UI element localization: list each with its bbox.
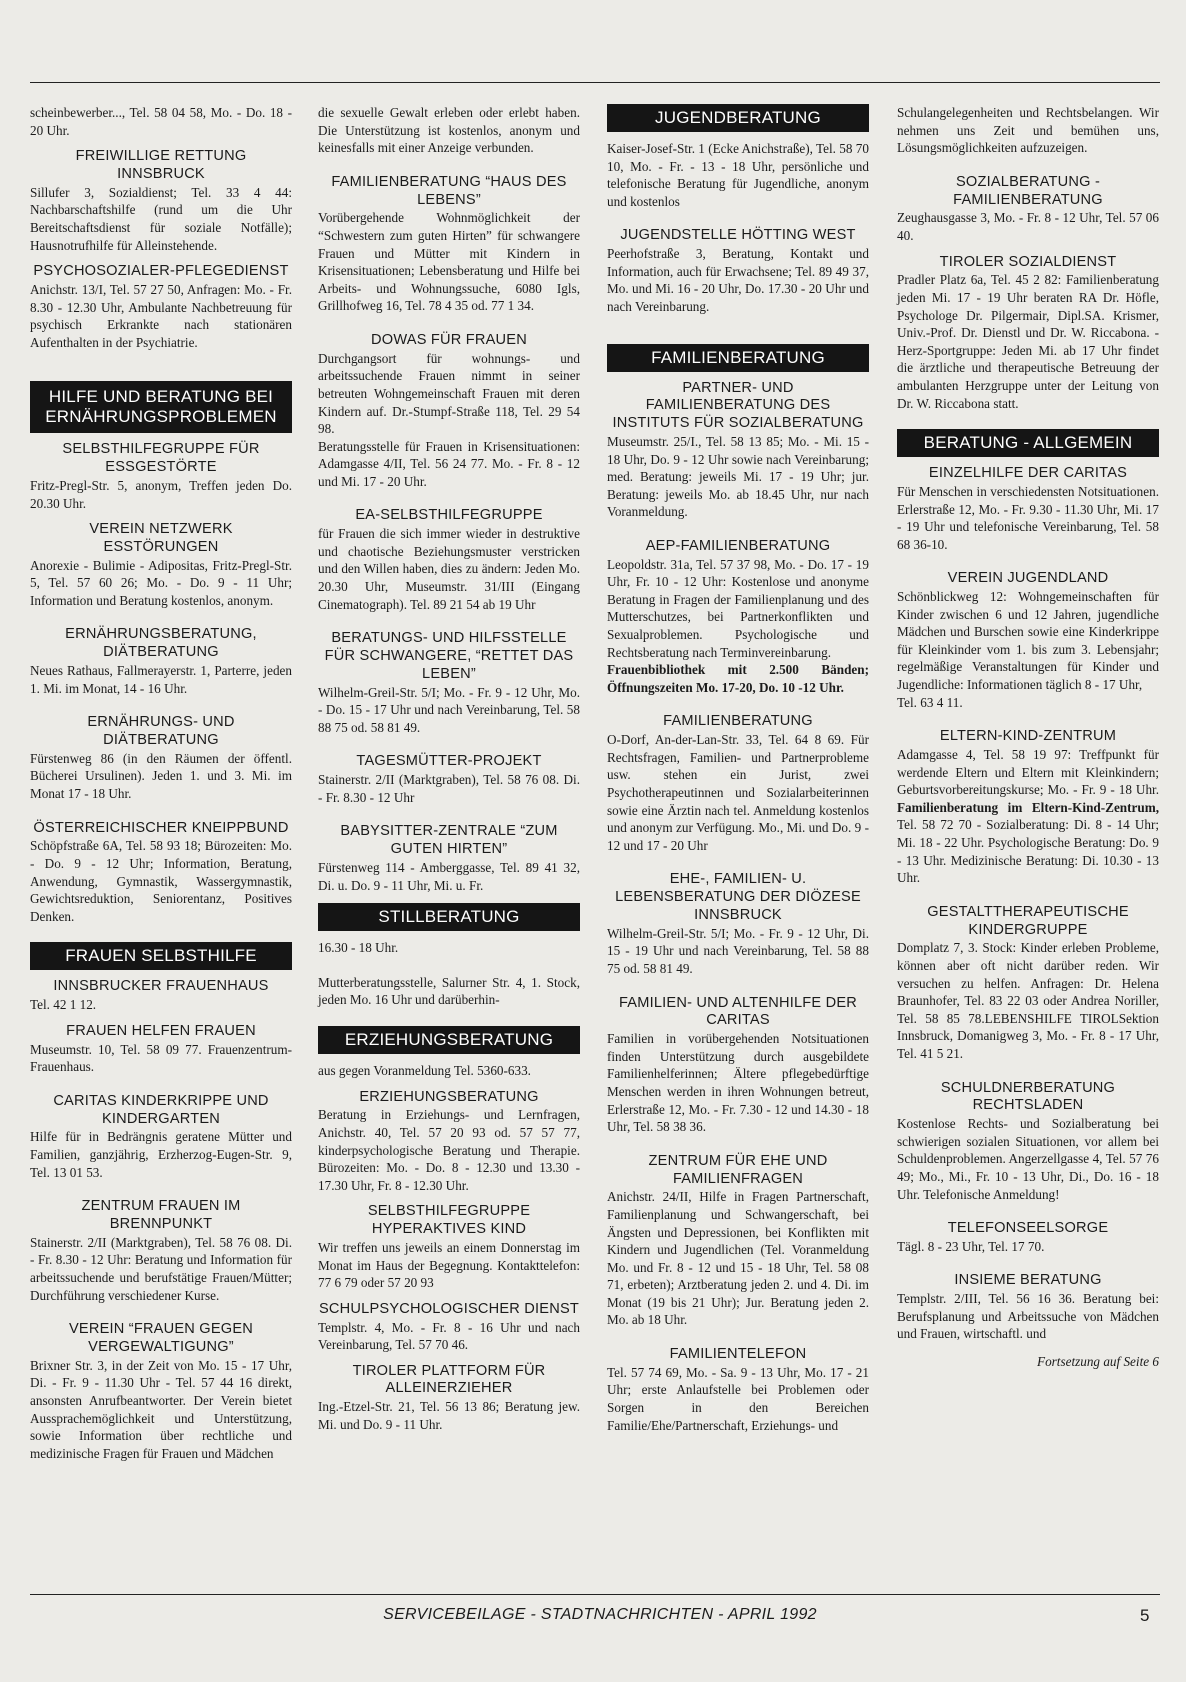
- entry-text: Stainerstr. 2/II (Marktgraben), Tel. 58 76 08. Di. - Fr. 8.30 - 12 Uhr: Beratung und Information für arbeitssuchende und berufstätige Frauen/Mütter; Durchführung verschiedener Kurse.: [30, 1234, 292, 1303]
- column-1: [30, 104, 292, 1462]
- entry-text: Schönblickweg 12: Wohngemeinschaften für Kinder zwischen 6 und 12 Jahren, jugendliche Mädchen und Burschen sowie eine Kinderkrippe für Kleinkinder vom 1. bis zum 3. Lebensjahr; regelmäßige Veranstaltungen für Kinder und Jugendliche: Informationen täglich 8 - 17 Uhr,: [897, 589, 1159, 693]
- entry-title: AEP-FAMILIENBERATUNG: [645, 537, 831, 554]
- entry-text: Tel. 57 74 69, Mo. - Sa. 9 - 13 Uhr, Mo. 17 - 21 Uhr; erste Anlaufstelle bei Problemen oder Sorgen in den Bereichen Familie/Ehe/Partnerschaft, Erziehungs- und: [607, 1364, 869, 1433]
- entry-title: FAMILIENTELEFON: [669, 1346, 807, 1363]
- entry-text: Wir treffen uns jeweils an einem Donnerstag im Monat im Haus der Begegnung. Kontakttelefon: 77 6 79 oder 57 20 93: [318, 1239, 580, 1291]
- entry-title: FAMILIEN- UND ALTENHILFE DER CARITAS: [618, 994, 858, 1029]
- continuation-note: Fortsetzung auf Seite 6: [1037, 1354, 1159, 1370]
- entry-text: Fritz-Pregl-Str. 5, anonym, Treffen jeden Do. 20.30 Uhr.: [30, 477, 292, 511]
- entry-title: CARITAS KINDERKRIPPE UND KINDERGARTEN: [53, 1092, 269, 1127]
- section-header: BERATUNG - ALLGEMEIN: [897, 429, 1159, 457]
- entry-text: Tel. 42 1 12.: [30, 997, 97, 1013]
- entry-title: PARTNER- UND FAMILIENBERATUNG DES INSTITUTS FÜR SOZIALBERATUNG: [612, 379, 864, 432]
- entry-text: Schöpfstraße 6A, Tel. 58 93 18; Bürozeiten: Mo. - Do. 9 - 12 Uhr; Information, Beratung, Anwendung, Gymnastik, Wassergymnastik, Gewichtsreduktion, Seniorentanz, Positives Denken.: [30, 838, 292, 924]
- entry-text: Neues Rathaus, Fallmerayerstr. 1, Parterre, jeden 1. Mi. im Monat, 14 - 16 Uhr.: [30, 663, 292, 696]
- entry-text: Domplatz 7, 3. Stock: Kinder erleben Probleme, können aber oft nicht darüber reden. Wir versuchen zu helfen. Anfragen: Dr. Helena Braunhofer, Tel. 83 22 03 oder Andrea Noriller, Tel. 58 85 78.LEBENSHILFE TIROLSektion Innsbruck, Domanigweg 3, Mo. - Fr. 8 - 17 Uhr, Tel. 41 5 21.: [897, 940, 1159, 1061]
- entry-text: Brixner Str. 3, in der Zeit von Mo. 15 - 17 Uhr, Di. - Fr. 9 - 11.30 Uhr - Tel. 57 44 16 direkt, ansonsten Anrufbeantworter. Der Verein bietet Aussprachemöglichkeit und Unterstützung, sowie Information über rechtliche und medizinische Fragen für Frauen und Mädchen: [30, 1357, 292, 1461]
- entry-text: Beratung in Erziehungs- und Lernfragen, Anichstr. 40, Tel. 57 20 93 od. 57 57 77, kinderpsychologische Beratung und Therapie. Bürozeiten: Mo. - Do. 8 - 12.30 und 13.30 - 17.30 Uhr, Fr. 8 - 12.30 Uhr.: [318, 1107, 580, 1193]
- entry-text: Zeughausgasse 3, Mo. - Fr. 8 - 12 Uhr, Tel. 57 06 40.: [897, 210, 1159, 243]
- bottom-rule: [30, 1594, 1160, 1595]
- entry-title: FAMILIENBERATUNG “HAUS DES LEBENS”: [331, 173, 567, 208]
- entry-title: VEREIN “FRAUEN GEGEN VERGEWALTIGUNG”: [68, 1321, 253, 1355]
- entry-title: ZENTRUM FÜR EHE UND FAMILIENFRAGEN: [648, 1152, 828, 1187]
- column-3: [607, 104, 869, 1434]
- entry-text: Anorexie - Bulimie - Adipositas, Fritz-Pregl-Str. 5, Tel. 57 60 26; Mo. - Do. 9 - 11 Uhr; Information und Beratung kostenlos, anonym.: [30, 557, 292, 608]
- footer-title: SERVICEBEILAGE - STADTNACHRICHTEN - APRIL 1992: [383, 1606, 817, 1623]
- entry-title: SOZIALBERATUNG - FAMILIENBERATUNG: [953, 173, 1103, 208]
- entry-title: DOWAS FÜR FRAUEN: [371, 331, 527, 348]
- entry-text: Templstr. 2/III, Tel. 56 16 36. Beratung bei: Berufsplanung und Arbeitssuche von Mädchen und Frauen, wirtschaftl. und: [897, 1291, 1159, 1342]
- entry-text: Fürstenweg 86 (in den Räumen der öffentl. Bücherei Ursulinen). Jeden 1. und 3. Mi. im Monat 17 - 18 Uhr.: [30, 750, 292, 802]
- entry-text: Fürstenweg 114 - Amberggasse, Tel. 89 41 32, Di. u. Do. 9 - 11 Uhr, Mi. u. Fr.: [318, 860, 580, 893]
- section-header: HILFE UND BERATUNG BEI ERNÄHRUNGSPROBLEMEN: [30, 381, 292, 433]
- entry-text: scheinbewerber..., Tel. 58 04 58, Mo. - Do. 18 - 20 Uhr.: [30, 105, 292, 138]
- entry-text-bold: Frauenbibliothek mit 2.500 Bänden; Öffnungszeiten Mo. 17-20, Do. 10 -12 Uhr.: [607, 662, 869, 695]
- entry-text: Stainerstr. 2/II (Marktgraben), Tel. 58 76 08. Di. - Fr. 8.30 - 12 Uhr: [318, 772, 580, 805]
- entry-text: Ing.-Etzel-Str. 21, Tel. 56 13 86; Beratung jew. Mi. und Do. 9 - 11 Uhr.: [318, 1399, 580, 1432]
- entry-text: aus gegen Voranmeldung Tel. 5360-633.: [318, 1062, 531, 1078]
- entry-title: TIROLER SOZIALDIENST: [939, 253, 1117, 270]
- entry-text: Pradler Platz 6a, Tel. 45 2 82: Familienberatung jeden Mi. 17 - 19 Uhr beraten RA Dr. Höfle, Psychologe Dr. Pilgermair, Dipl.SA. Krismer, Univ.-Prof. Dr. Dienstl und Dr. W. Riccabona. - Herz-Sportgruppe: Jeden Mi. ab 17 Uhr findet die ärztliche und therapeutische Betreuung der ambulanten Herzgruppe unter der Leitung von Dr. W. Riccabona statt.: [897, 272, 1159, 411]
- entry-title: ERZIEHUNGSBERATUNG: [359, 1088, 539, 1105]
- section-header: STILLBERATUNG: [318, 903, 580, 931]
- entry-title: VEREIN NETZWERK ESSTÖRUNGEN: [89, 521, 233, 555]
- entry-title: ÖSTERREICHISCHER KNEIPPBUND: [33, 819, 289, 836]
- entry-title: PSYCHOSOZIALER-PFLEGEDIENST: [33, 263, 289, 280]
- entry-title: TELEFONSEELSORGE: [947, 1220, 1109, 1237]
- entry-text: Kaiser-Josef-Str. 1 (Ecke Anichstraße), Tel. 58 70 10, Mo. - Fr. - 13 - 18 Uhr, persönliche und telefonische Beratung für Jugendliche, anonym und kostenlos: [607, 141, 869, 209]
- entry-text: Durchgangsort für wohnungs- und arbeitssuchende Frauen nimmt in seiner betreuten Wohngemeinschaft Frauen mit deren Kindern auf. Dr.-Stumpf-Straße 118, Tel. 29 54 98.: [318, 350, 580, 437]
- entry-title: VEREIN JUGENDLAND: [947, 570, 1109, 587]
- entry-title: EINZELHILFE DER CARITAS: [928, 465, 1128, 482]
- entry-text: 16.30 - 18 Uhr.: [318, 940, 399, 956]
- entry-text: [897, 746, 1159, 887]
- entry-title: EHE-, FAMILIEN- U. LEBENSBERATUNG DER DIÖZESE INNSBRUCK: [615, 871, 861, 923]
- entry-title: BABYSITTER-ZENTRALE “ZUM GUTEN HIRTEN”: [340, 823, 558, 858]
- entry-text: Wilhelm-Greil-Str. 5/I; Mo. - Fr. 9 - 12 Uhr, Di. 15 - 19 Uhr und nach Vereinbarung, Tel. 58 88 75 od. 58 81 49.: [607, 925, 869, 976]
- entry-text: Anichstr. 24/II, Hilfe in Fragen Partnerschaft, Familienplanung und Schwangerschaft, bei Ängsten und Depressionen, bei Konflikten mit Kindern und Jugendlichen (Tel. Voranmeldung Mo. und Fr. 8 - 12 und 15 - 18 Uhr, Tel. 58 08 71, erbeten); Arztberatung jeden 2. und 4. Di. im Monat (19 bis 21 Uhr); Jur. Beratung jeden 2. Mo. ab 18 Uhr.: [607, 1189, 869, 1328]
- entry-title: SELBSTHILFEGRUPPE FÜR ESSGESTÖRTE: [62, 441, 260, 476]
- entry-title: ZENTRUM FRAUEN IM BRENNPUNKT: [81, 1198, 241, 1232]
- entry-text-part: Adamgasse 4, Tel. 58 19 97: Treffpunkt für werdende Eltern und Eltern mit Kleinkindern; Geburtsvorbereitungskurse; Mo. - Fr. 9 - 18 Uhr.: [897, 747, 1159, 798]
- column-4: [897, 104, 1159, 1371]
- entry-title: ERNÄHRUNGSBERATUNG, DIÄTBERATUNG: [65, 626, 257, 661]
- entry-title: FREIWILLIGE RETTUNG INNSBRUCK: [75, 148, 247, 182]
- entry-text: Mutterberatungsstelle, Salurner Str. 4, 1. Stock, jeden Mo. 16 Uhr und darüberhin-: [318, 974, 580, 1008]
- entry-text: Tägl. 8 - 23 Uhr, Tel. 17 70.: [897, 1238, 1045, 1254]
- entry-title: EA-SELBSTHILFEGRUPPE: [355, 507, 543, 524]
- section-header: FAMILIENBERATUNG: [607, 344, 869, 372]
- entry-title: FAMILIENBERATUNG: [663, 713, 813, 730]
- entry-title: GESTALTTHERAPEUTISCHE KINDERGRUPPE: [927, 903, 1129, 938]
- entry-title: SELBSTHILFEGRUPPE HYPERAKTIVES KIND: [367, 1203, 531, 1238]
- entry-text: Wilhelm-Greil-Str. 5/I; Mo. - Fr. 9 - 12 Uhr, Mo. - Do. 15 - 17 Uhr und nach Vereinbarung, Tel. 58 88 75 od. 58 81 49.: [318, 684, 580, 735]
- entry-title: SCHULPSYCHOLOGISCHER DIENST: [318, 1300, 580, 1317]
- entry-title: SCHULDNERBERATUNG RECHTSLADEN: [940, 1079, 1116, 1114]
- entry-title: INNSBRUCKER FRAUENHAUS: [53, 978, 269, 995]
- entry-text: Familien in vorübergehenden Notsituationen finden Unterstützung durch ausgebildete Familienhelferinnen; Ältere pflegebedürftige Menschen werden in ihren Wohnungen betreut, Erlerstraße 12, Mo. - Fr. 7.30 - 12 und 14.30 - 18 Uhr, Tel. 58 38 36.: [607, 1031, 869, 1135]
- entry-text: Sillufer 3, Sozialdienst; Tel. 33 4 44: Nachbarschaftshilfe (rund um die Uhr Bereitschaftsdienst für soziale Notfälle); Hausnotrufhilfe für Alleinstehende.: [30, 184, 292, 253]
- entry-text: Vorübergehende Wohnmöglichkeit der “Schwestern zum guten Hirten” für schwangere Frauen und Mütter mit Kindern in Krisensituationen; Lebensberatung und Hilfe bei Arbeits- und Wohnungssuche, 6080 Igls, Grillhofweg 16, Tel. 78 4 35 od. 77 1 34.: [318, 210, 580, 314]
- column-2: [318, 104, 580, 1433]
- entry-text: O-Dorf, An-der-Lan-Str. 33, Tel. 64 8 69. Für Rechtsfragen, Familien- und Partnerprobleme usw. stehen ein Jurist, zwei Psychotherapeutinnen und Sozialarbeiterinnen sowie eine Ärztin nach tel. Anmeldung kostenlos und anonym zur Verfügung. Mo., Mi. und Do. 9 - 12 und 17 - 20 Uhr: [607, 732, 869, 853]
- entry-text: Templstr. 4, Mo. - Fr. 8 - 16 Uhr und nach Vereinbarung, Tel. 57 70 46.: [318, 1319, 580, 1353]
- section-header: FRAUEN SELBSTHILFE: [30, 942, 292, 970]
- top-rule: [30, 82, 1160, 83]
- entry-text-part: Tel. 58 72 70 - Sozialberatung: Di. 8 - 14 Uhr; Mi. 18 - 22 Uhr. Psychologische Beratung: Do. 9 - 13 Uhr. Medizinische Beratung: Di. 10.30 - 13 Uhr.: [897, 817, 1159, 886]
- entry-text: Beratungsstelle für Frauen in Krisensituationen: Adamgasse 4/II, Tel. 56 24 77. Mo. - Fr. 8 - 12 und Mi. 17 - 20 Uhr.: [318, 438, 580, 489]
- entry-text: Für Menschen in verschiedensten Notsituationen. Erlerstraße 12, Mo. - Fr. 9.30 - 11.30 Uhr, Mi. 17 - 19 Uhr und telefonische Vereinbarung, Tel. 58 68 36-10.: [897, 483, 1159, 552]
- entry-text: Anichstr. 13/I, Tel. 57 27 50, Anfragen: Mo. - Fr. 8.30 - 12.30 Uhr, Ambulante Nachbetreuung für psychisch Erkrankte nach stationären Aufenthalten in der Psychiatrie.: [30, 281, 292, 350]
- entry-title: FRAUEN HELFEN FRAUEN: [66, 1022, 256, 1039]
- entry-text-bold: Familienberatung im Eltern-Kind-Zentrum,: [897, 799, 1159, 815]
- entry-title: INSIEME BERATUNG: [954, 1272, 1102, 1289]
- entry-title: TIROLER PLATTFORM FÜR ALLEINERZIEHER: [352, 1362, 546, 1397]
- section-header: ERZIEHUNGSBERATUNG: [318, 1026, 580, 1054]
- page-number: 5: [1140, 1606, 1150, 1625]
- entry-text: Kostenlose Rechts- und Sozialberatung bei schwierigen sozialen Situationen, vor allem bei Schuldenproblemen. Angerzellgasse 4, Tel. 57 76 49; Mo., Mi., Fr. 10 - 13 Uhr, Di., Do. 16 - 18 Uhr. Telefonische Anmeldung!: [897, 1116, 1159, 1202]
- entry-title: ELTERN-KIND-ZENTRUM: [939, 728, 1117, 745]
- entry-text: Tel. 63 4 11.: [897, 694, 963, 710]
- entry-title: BERATUNGS- UND HILFSSTELLE FÜR SCHWANGERE, “RETTET DAS LEBEN”: [324, 630, 574, 682]
- entry-text: für Frauen die sich immer wieder in destruktive und chaotische Beziehungsmuster verstricken und den Willen haben, dies zu ändern: Jeden Mo. 20.30 Uhr, Museumstr. 31/III (Eingang Cinematograph). Tel. 89 21 54 ab 19 Uhr: [318, 526, 580, 612]
- entry-text: die sexuelle Gewalt erleben oder erlebt haben. Die Unterstützung ist kostenlos, anonym und keinesfalls mit einer Anzeige verbunden.: [318, 105, 580, 156]
- entry-title: JUGENDSTELLE HÖTTING WEST: [620, 227, 856, 244]
- section-header: JUGENDBERATUNG: [607, 104, 869, 132]
- entry-text: Museumstr. 25/I., Tel. 58 13 85; Mo. - Mi. 15 - 18 Uhr, Do. 9 - 12 Uhr sowie nach Vereinbarung; med. Beratung: jeweils Mi. 17 - 19 Uhr; jur. Beratung: jeweils Mo. ab 18.45 Uhr, nur nach Voranmeldung.: [607, 433, 869, 520]
- entry-text: Peerhofstraße 3, Beratung, Kontakt und Information, auch für Erwachsene; Tel. 89 49 37, Mo. und Mi. 16 - 20 Uhr, Do. 17.30 - 20 Uhr und nach Vereinbarung.: [607, 246, 869, 314]
- entry-text: Hilfe für in Bedrängnis geratene Mütter und Familien, ganzjährig, Erzherzog-Eugen-Str. 9, Tel. 13 01 53.: [30, 1129, 292, 1180]
- entry-title: ERNÄHRUNGS- UND DIÄTBERATUNG: [87, 714, 235, 749]
- entry-text: Leopoldstr. 31a, Tel. 57 37 98, Mo. - Do. 17 - 19 Uhr, Fr. 10 - 12 Uhr: Kostenlose und anonyme Beratung in Fragen der Familienplanung und des Mutterschutzes, bei Partnerkonflikten und Sexualproblemen. Psychologische und Rechtsberatung nach Terminvereinbarung.: [607, 556, 869, 660]
- entry-text: Schulangelegenheiten und Rechtsbelangen. Wir nehmen uns Zeit und bemühen uns, Lösungsmöglichkeiten aufzuzeigen.: [897, 105, 1159, 156]
- entry-text: Museumstr. 10, Tel. 58 09 77. Frauenzentrum-Frauenhaus.: [30, 1041, 292, 1075]
- entry-title: TAGESMÜTTER-PROJEKT: [356, 753, 542, 770]
